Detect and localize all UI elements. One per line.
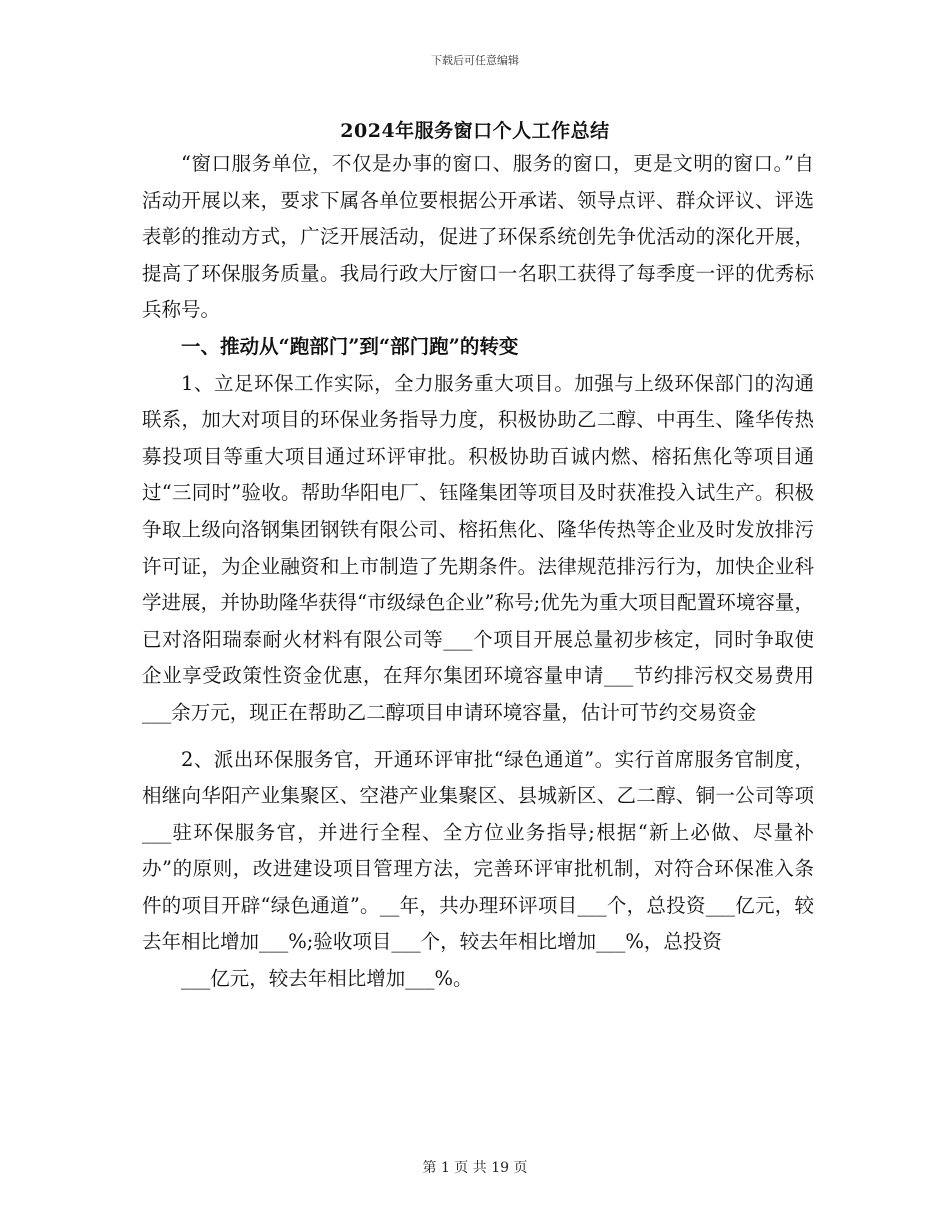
document-title: 2024年服务窗口个人工作总结: [340, 120, 610, 142]
intro-paragraph: “窗口服务单位，不仅是办事的窗口、服务的窗口，更是文明的窗口。”自活动开展以来，要求下属各单位要根据公开承诺、领导点评、群众评议、评选表彰的推动方式，广泛开展活动，促进了环保系统创先争优活动的深化开展，提高了环保服务质量。我局行政大厅窗口一名职工获得了每季度一评的优秀标兵称号。: [142, 152, 814, 322]
body-paragraph-3: ___亿元，较去年相比增加___%。: [181, 967, 473, 991]
page-footer: 第 1 页 共 19 页: [422, 1160, 528, 1176]
body-paragraph-1: 1、立足环保工作实际，全力服务重大项目。加强与上级环保部门的沟通联系，加大对项目的环保业务指导力度，积极协助乙二醇、中再生、隆华传热募投项目等重大项目通过环评审批。积极协助百诚内燃、榕拓焦化等项目通过“三同时”验收。帮助华阳电厂、钰隆集团等项目及时获准投入试生产。积极争取上级向洛钢集团钢铁有限公司、榕拓焦化、隆华传热等企业及时发放排污许可证，为企业融资和上市制造了先期条件。法律规范排污行为，加快企业科学进展，并协助隆华获得“市级绿色企业”称号;优先为重大项目配置环境容量，已对洛阳瑞泰耐火材料有限公司等___个项目开展总量初步核定，同时争取使企业享受政策性资金优惠，在拜尔集团环境容量申请___节约排污权交易费用___余万元，现正在帮助乙二醇项目申请环境容量，估计可节约交易资金: [142, 371, 814, 724]
body-paragraph-2: 2、派出环保服务官，开通环评审批“绿色通道”。实行首席服务官制度，相继向华阳产业集聚区、空港产业集聚区、县城新区、乙二醇、铜一公司等项___驻环保服务官，并进行全程、全方位业务指导;根据“新上必做、尽量补办”的原则，改进建设项目管理方法，完善环评审批机制，对符合环保准入条件的项目开辟“绿色通道”。__年，共办理环评项目___个，总投资___亿元，较去年相比增加___%;验收项目___个，较去年相比增加___%，总投资: [142, 747, 814, 954]
document-body: [142, 146, 814, 998]
page-header-note: 下载后可任意编辑: [431, 54, 519, 67]
section-heading: 一、推动从“跑部门”到“部门跑”的转变: [181, 334, 519, 358]
